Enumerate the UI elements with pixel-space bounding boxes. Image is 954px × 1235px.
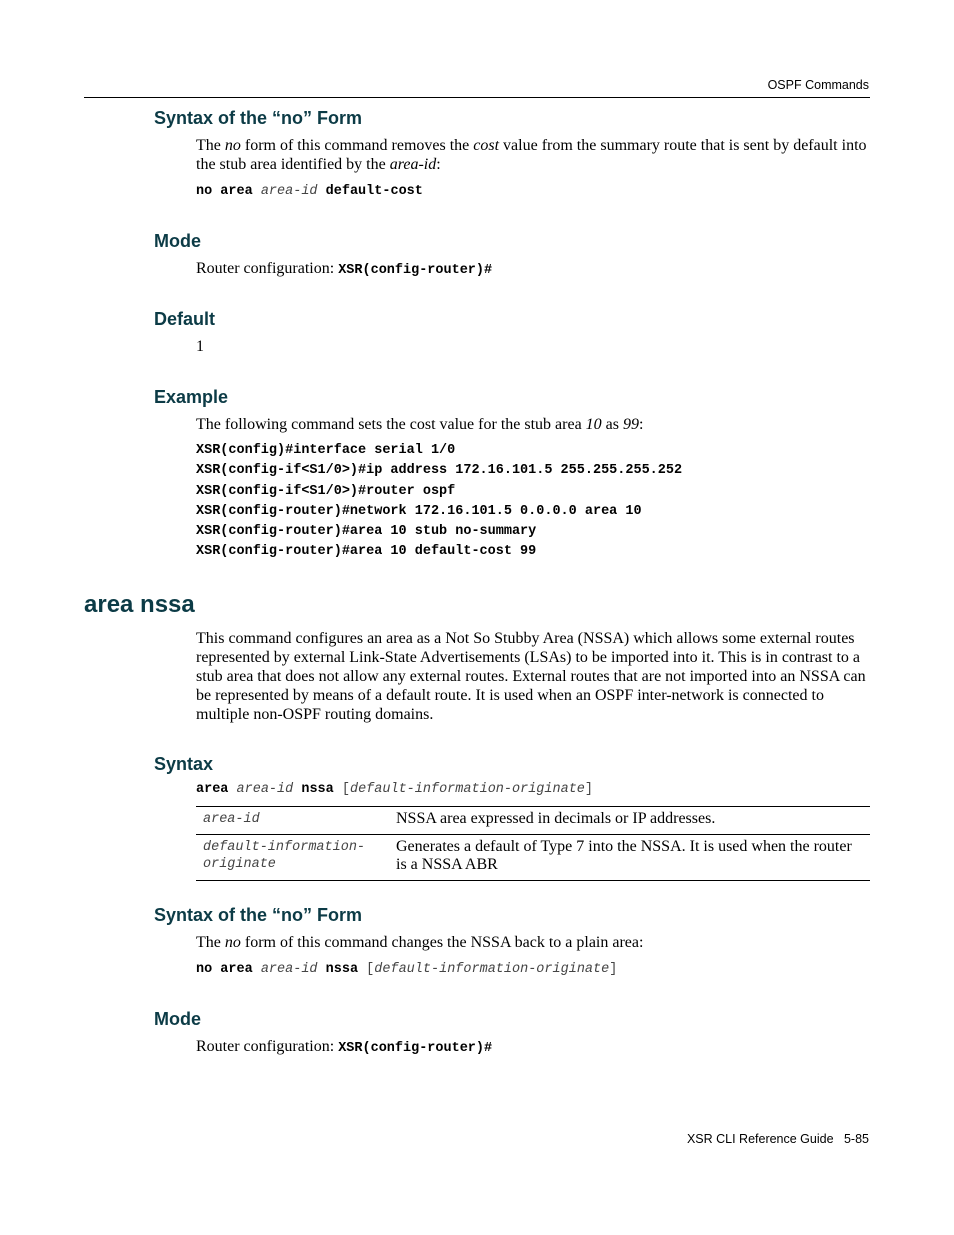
section-heading-default: Default <box>154 309 216 329</box>
command-title: area nssa <box>84 591 195 618</box>
example-code-block <box>196 441 682 563</box>
code-line: XSR(config-router)#network 172.16.101.5 0.0.0.0 area 10 <box>196 503 642 519</box>
cli-prompt: XSR(config-router)# <box>338 1041 493 1056</box>
parameter-description: Generates a default of Type 7 into the NSSA. It is used when the router is a NSSA ABR <box>396 838 852 873</box>
parameter-description: NSSA area expressed in decimals or IP addresses. <box>396 810 716 827</box>
no-form-description: The no form of this command removes the cost value from the summary route that is sent by default into the stub area identified by the area-id: <box>196 137 867 173</box>
page-footer <box>687 1132 869 1146</box>
example-description: The following command sets the cost value for the stub area 10 as 99: <box>196 416 644 433</box>
cli-prompt: XSR(config-router)# <box>338 263 493 278</box>
section-heading-example: Example <box>154 387 229 407</box>
no-form-description: The no form of this command changes the NSSA back to a plain area: <box>196 934 644 951</box>
code-line: XSR(config-if<S1/0>)#ip address 172.16.101.5 255.255.255.252 <box>196 463 683 479</box>
code-line: XSR(config)#interface serial 1/0 <box>196 443 456 458</box>
section-heading-mode: Mode <box>154 1009 201 1029</box>
section-heading-no-form: Syntax of the “no” Form <box>154 905 363 925</box>
parameter-table <box>196 806 870 881</box>
page-number: 5-85 <box>843 1132 869 1146</box>
running-header: OSPF Commands <box>767 78 869 92</box>
header-rule <box>84 97 870 98</box>
table-row <box>196 807 870 835</box>
code-line: XSR(config-router)#area 10 stub no-summary <box>196 524 537 540</box>
mode-text: Router configuration: XSR(config-router)# <box>196 260 493 278</box>
code-line: XSR(config-router)#area 10 default-cost 99 <box>196 544 537 560</box>
section-heading-no-form: Syntax of the “no” Form <box>154 108 363 128</box>
table-row <box>196 835 870 881</box>
code-line: XSR(config-if<S1/0>)#router ospf <box>196 483 456 499</box>
section-heading-mode: Mode <box>154 231 201 251</box>
mode-text: Router configuration: XSR(config-router)# <box>196 1038 493 1056</box>
parameter-name: default-information- originate <box>203 840 366 872</box>
footer-guide-title: XSR CLI Reference Guide <box>686 1132 834 1146</box>
command-description: This command configures an area as a Not So Stubby Area (NSSA) which allows some external routes represented by external Link-State Advertisements (LSAs) to be imported into it. This is in contrast to a stub area that does not allow any external routes. External routes that are not imported into an NSSA can be represented by means of a default route. It is used when an OSPF inter-network is connected to multiple non-OSPF routing domains. <box>196 630 866 723</box>
command-syntax: area area-id nssa [default-information-originate] <box>196 782 594 797</box>
no-form-syntax: no area area-id default-cost <box>196 184 423 199</box>
default-value: 1 <box>196 338 204 355</box>
no-form-syntax: no area area-id nssa [default-information-originate] <box>196 962 618 977</box>
parameter-name: area-id <box>203 812 260 827</box>
section-heading-syntax: Syntax <box>154 754 214 774</box>
